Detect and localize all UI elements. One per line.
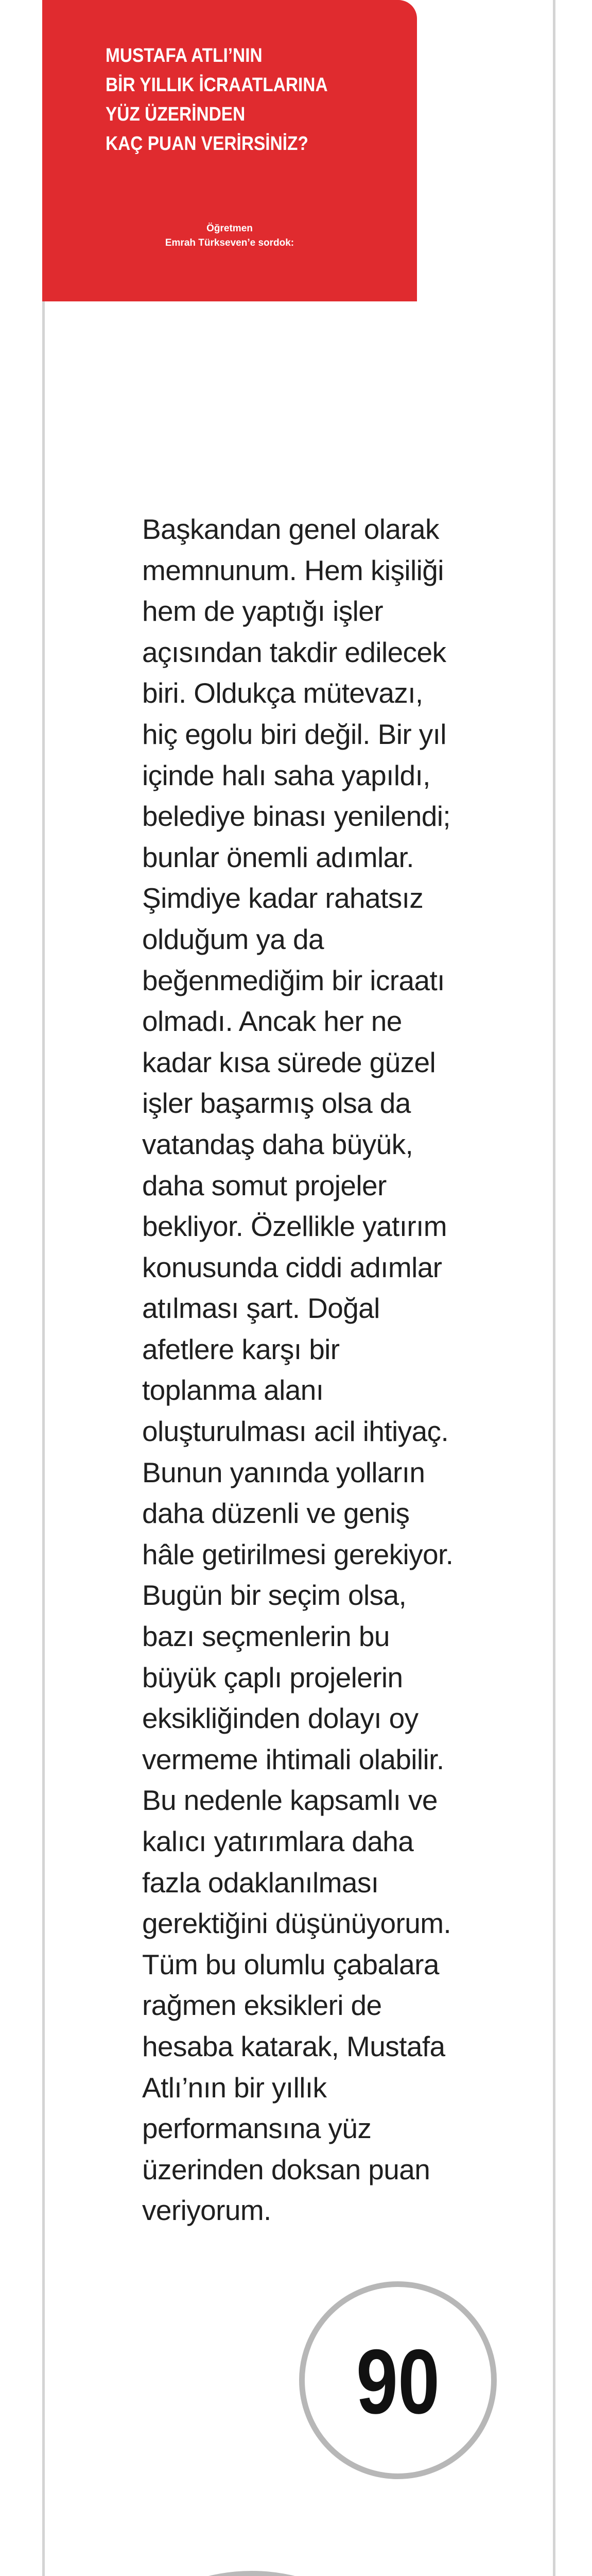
headline xyxy=(106,41,368,159)
byline-name: Emrah Türkseven’e sordok: xyxy=(165,238,294,248)
portrait-photo xyxy=(86,2571,417,2576)
byline-role: Öğretmen xyxy=(206,223,253,234)
headline-line-1: MUSTAFA ATLI’NIN xyxy=(106,45,263,66)
article-body: Başkandan genel olarak memnunum. Hem kişiliği hem de yaptığı işler açısından takdir edilecek biri. Oldukça mütevazı, hiç egolu biri değil. Bir yıl içinde halı saha yapıldı, belediye binası yenilendi; bunlar önemli adımlar. Şimdiye kadar rahatsız olduğum ya da beğenmediğim bir icraatı olmadı. Ancak her ne kadar kısa sürede güzel işler başarmış olsa da vatandaş daha büyük, daha somut projeler bekliyor. Özellikle yatırım konusunda ciddi adımlar atılması şart. Doğal afetlere karşı bir toplanma alanı oluşturulması acil ihtiyaç. Bunun yanında yolların daha düzenli ve geniş hâle getirilmesi gerekiyor. Bugün bir seçim olsa, bazı seçmenlerin bu büyük çaplı projelerin eksikliğinden dolayı oy vermeme ihtimali olabilir. Bu nedenle kapsamlı ve kalıcı yatırımlara daha fazla odaklanılması gerektiğini düşünüyorum. Tüm bu olumlu çabalara rağmen eksikleri de hesaba katarak, Mustafa Atlı’nın bir yıllık performansına yüz üzerinden doksan puan veriyorum. xyxy=(142,513,454,2227)
left-margin-rule xyxy=(42,0,45,2576)
headline-line-2: BİR YILLIK İCRAATLARINA xyxy=(106,74,328,96)
headline-line-4: KAÇ PUAN VERİRSİNİZ? xyxy=(106,133,308,155)
headline-line-3: YÜZ ÜZERİNDEN xyxy=(106,104,246,125)
score-value: 90 xyxy=(356,2330,440,2433)
right-margin-rule xyxy=(553,0,555,2576)
score-badge xyxy=(299,2281,497,2479)
byline xyxy=(42,222,417,250)
